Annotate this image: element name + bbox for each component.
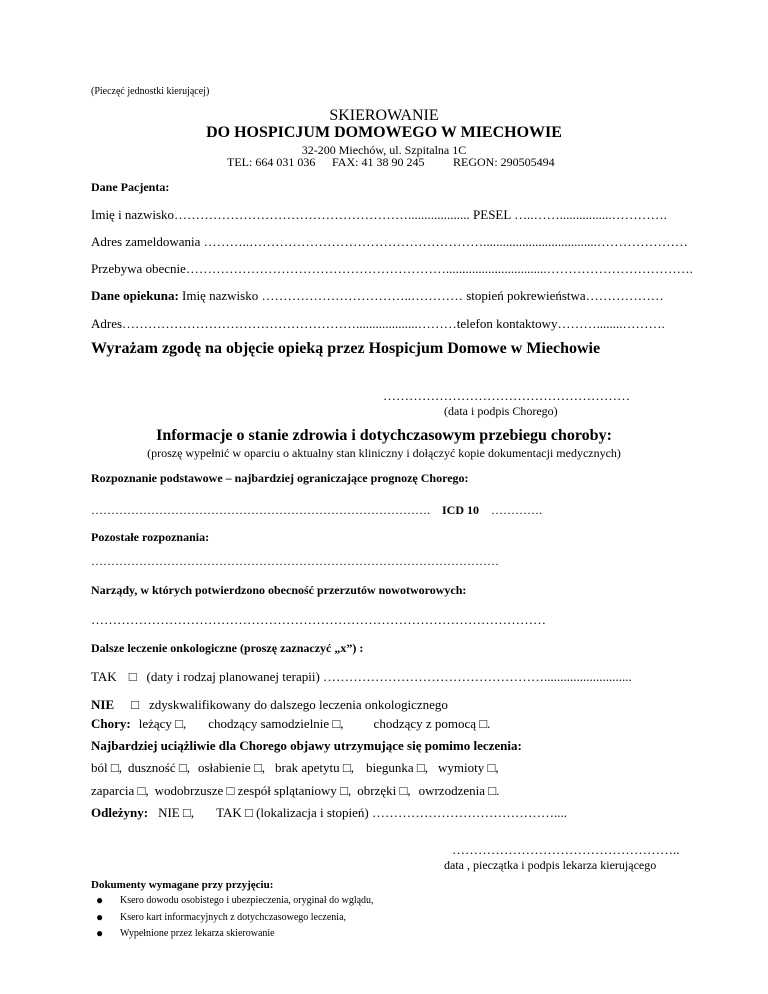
- stamp-label: (Pieczęć jednostki kierującej): [91, 86, 210, 97]
- icd-field[interactable]: ………….: [491, 503, 543, 517]
- oncology-no-text: zdyskwalifikowany do dalszego leczenia onkologicznego: [148, 697, 448, 712]
- symptoms-label: Najbardziej uciążliwie dla Chorego objawy utrzymujące się pomimo leczenia:: [91, 738, 522, 753]
- symptom-edema[interactable]: obrzęki □,: [357, 783, 411, 798]
- mobility-walking-help[interactable]: chodzący z pomocą □.: [373, 716, 491, 731]
- bedsores-no[interactable]: NIE □,: [158, 805, 195, 820]
- main-diagnosis-label: Rozpoznanie podstawowe – najbardziej ograniczające prognozę Chorego:: [91, 471, 469, 485]
- consent-statement: Wyrażam zgodę na objęcie opieką przez Hospicjum Domowe w Miechowie: [91, 340, 601, 357]
- mobility-lying[interactable]: leżący □,: [138, 716, 187, 731]
- doctor-signature-caption: data , pieczątka i podpis lekarza kierującego: [444, 858, 657, 872]
- institution-address: 32-200 Miechów, ul. Szpitalna 1C: [301, 143, 467, 157]
- document-item-3: Wypełnione przez lekarza skierowanie: [120, 928, 275, 939]
- doctor-signature-field[interactable]: ……………………………………………..: [452, 842, 680, 857]
- symptom-dyspnea[interactable]: duszność □,: [127, 760, 190, 775]
- oncology-no-row: [91, 697, 448, 713]
- oncology-yes-details[interactable]: (daty i rodzaj planowanej terapii) ……………………………………………...........................: [146, 669, 632, 684]
- bullet-icon: ●: [96, 893, 104, 907]
- oncology-yes-label: TAK: [91, 669, 117, 684]
- oncology-yes-row: [91, 669, 632, 685]
- document-item-2: Ksero kart informacyjnych z dotychczasowego leczenia,: [120, 912, 347, 923]
- health-section-subtitle: (proszę wypełnić w oparciu o aktualny stan kliniczny i dołączyć kopie dokumentacji medycznych): [147, 446, 621, 460]
- bullet-icon: ●: [96, 926, 104, 940]
- patient-section-label: Dane Pacjenta:: [91, 180, 170, 194]
- bullet-icon: ●: [96, 910, 104, 924]
- symptom-constipation[interactable]: zaparcia □,: [91, 783, 149, 798]
- main-diagnosis-field[interactable]: ………………………………………………………………………….: [91, 503, 430, 517]
- symptoms-row-1: [91, 760, 499, 776]
- metastases-label: Narządy, w których potwierdzono obecność przerzutów nowotworowych:: [91, 583, 467, 597]
- symptoms-row-2: [91, 783, 499, 799]
- document-subtitle: DO HOSPICJUM DOMOWEGO W MIECHOWIE: [206, 124, 562, 141]
- other-diagnoses-label: Pozostałe rozpoznania:: [91, 530, 210, 544]
- mobility-walking[interactable]: chodzący samodzielnie □,: [208, 716, 344, 731]
- document-title: SKIEROWANIE: [329, 107, 439, 124]
- bedsores-row: [91, 805, 567, 821]
- oncology-yes-checkbox[interactable]: □: [128, 669, 137, 684]
- oncology-label: Dalsze leczenie onkologiczne (proszę zaznaczyć „x”) :: [91, 641, 364, 655]
- documents-label: Dokumenty wymagane przy przyjęciu:: [91, 879, 274, 891]
- symptom-ulcers[interactable]: owrzodzenia □.: [418, 783, 500, 798]
- institution-phone: TEL: 664 031 036: [227, 155, 316, 169]
- document-item-1: Ksero dowodu osobistego i ubezpieczenia, oryginał do wglądu,: [120, 895, 374, 906]
- symptom-appetite[interactable]: brak apetytu □,: [275, 760, 355, 775]
- other-diagnoses-field[interactable]: …………………………………………………………………………………………: [91, 554, 499, 568]
- patient-signature-caption: (data i podpis Chorego): [444, 404, 558, 418]
- oncology-no-checkbox[interactable]: □: [131, 697, 139, 712]
- bedsores-label: Odleżyny:: [91, 805, 149, 820]
- patient-signature-field[interactable]: …………………………………………………: [383, 388, 630, 403]
- patient-address-field[interactable]: Adres zameldowania ………..………………………………………………...................................…………………: [91, 234, 688, 249]
- symptom-weakness[interactable]: osłabienie □,: [197, 760, 266, 775]
- mobility-label: Chory:: [91, 716, 131, 731]
- institution-regon: REGON: 290505494: [453, 155, 555, 169]
- health-section-title: Informacje o stanie zdrowia i dotychczasowym przebiegu choroby:: [156, 427, 612, 444]
- metastases-field[interactable]: ……………………………………………………………………………………………: [91, 612, 546, 627]
- patient-name-field[interactable]: Imię i nazwisko………………………………………………................... PESEL …..……................………….: [91, 207, 667, 222]
- guardian-label: Dane opiekuna:: [91, 288, 179, 303]
- institution-fax: FAX: 41 38 90 245: [332, 155, 425, 169]
- symptom-diarrhea[interactable]: biegunka □,: [366, 760, 429, 775]
- symptom-vomiting[interactable]: wymioty □,: [438, 760, 499, 775]
- guardian-name-field[interactable]: Imię nazwisko ……………………………..………… stopień pokrewieństwa………………: [178, 288, 664, 303]
- bedsores-yes[interactable]: TAK □ (lokalizacja i stopień) ……………………………………....: [216, 805, 567, 820]
- mobility-row: [91, 716, 490, 732]
- oncology-no-label: NIE: [91, 697, 115, 712]
- guardian-address-field[interactable]: Adres………………………………………………...................………telefon kontaktowy………........……….: [91, 316, 665, 331]
- symptom-pain[interactable]: ból □,: [91, 760, 122, 775]
- symptom-ascites-confusion[interactable]: wodobrzusze □ zespół splątaniowy □,: [154, 783, 352, 798]
- guardian-name-row: [91, 288, 664, 304]
- patient-current-location-field[interactable]: Przebywa obecnie……………………………………………………...............................…………………………….: [91, 261, 693, 276]
- icd-label: ICD 10: [442, 503, 480, 517]
- main-diagnosis-row: [91, 503, 542, 518]
